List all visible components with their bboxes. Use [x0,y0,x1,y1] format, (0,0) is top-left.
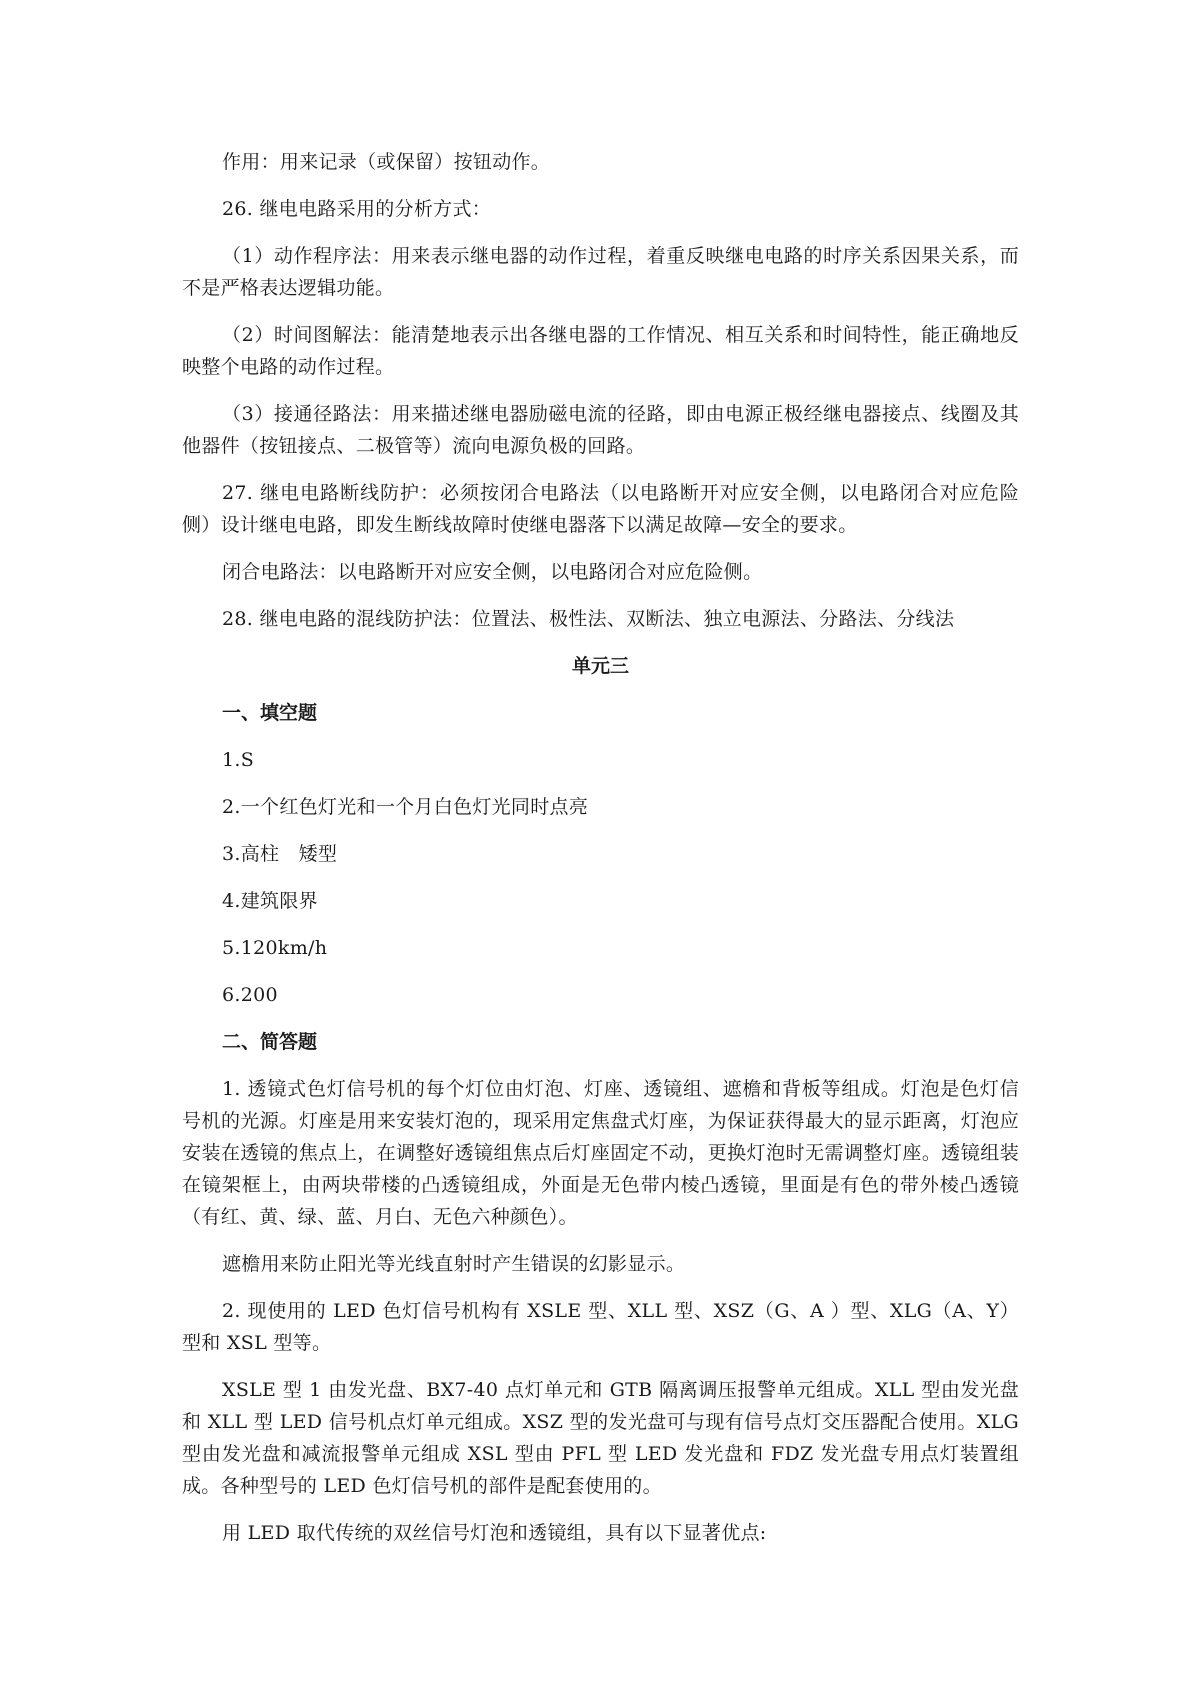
paragraph-method-3: （3）接通径路法：用来描述继电器励磁电流的径路，即由电源正极经继电器接点、线圈及其他器件（按钮接点、二极管等）流向电源负极的回路。 [182,403,1019,457]
answer-paragraph-1: 1. 透镜式色灯信号机的每个灯位由灯泡、灯座、透镜组、遮檐和背板等组成。灯泡是色灯信号机的光源。灯座是用来安装灯泡的，现采用定焦盘式灯座，为保证获得最大的显示距离，灯泡应安装在透镜的焦点上，在调整好透镜组焦点后灯座固定不动，更换灯泡时无需调整灯座。透镜组装在镜架框上，由两块带楼的凸透镜组成，外面是无色带内棱凸透镜，里面是有色的带外棱凸透镜（有红、黄、绿、蓝、月白、无色六种颜色）。 [182,1078,1019,1228]
paragraph-closed-circuit: 闭合电路法：以电路断开对应安全侧，以电路闭合对应危险侧。 [222,561,763,583]
unit-title: 单元三 [571,655,629,677]
fill-answer-2: 2.一个红色灯光和一个月白色灯光同时点亮 [222,796,589,818]
fill-answer-6: 6.200 [222,984,278,1006]
section-title-fill-in: 一、填空题 [222,702,318,724]
answer-paragraph-led-advantages: 用 LED 取代传统的双丝信号灯泡和透镜组，具有以下显著优点: [222,1522,767,1544]
fill-answer-5: 5.120km/h [222,937,328,959]
answer-paragraph-2: 2. 现使用的 LED 色灯信号机构有 XSLE 型、XLL 型、XSZ（G、A ）型、XLG（A、Y）型和 XSL 型等。 [182,1300,1019,1354]
paragraph-method-2: （2）时间图解法：能清楚地表示出各继电器的工作情况、相互关系和时间特性，能正确地反映整个电路的动作过程。 [182,324,1019,378]
paragraph-function: 作用：用来记录（或保留）按钮动作。 [222,151,551,173]
paragraph-method-1: （1）动作程序法：用来表示继电器的动作过程，着重反映继电电路的时序关系因果关系，而不是严格表达逻辑功能。 [182,245,1019,299]
fill-answer-4: 4.建筑限界 [222,890,318,912]
section-title-short-answer: 二、简答题 [222,1031,318,1053]
paragraph-item-28: 28. 继电电路的混线防护法：位置法、极性法、双断法、独立电源法、分路法、分线法 [222,608,955,630]
paragraph-item-27: 27. 继电电路断线防护：必须按闭合电路法（以电路断开对应安全侧，以电路闭合对应危险侧）设计继电电路，即发生断线故障时使继电器落下以满足故障—安全的要求。 [182,482,1019,536]
fill-answer-1: 1.S [222,749,255,771]
paragraph-item-26: 26. 继电电路采用的分析方式： [222,198,492,220]
document-page [182,146,1019,1564]
answer-paragraph-eave: 遮檐用来防止阳光等光线直射时产生错误的幻影显示。 [222,1253,686,1275]
fill-answer-3: 3.高柱 矮型 [222,843,338,865]
answer-paragraph-led-types: XSLE 型 1 由发光盘、BX7-40 点灯单元和 GTB 隔离调压报警单元组成。XLL 型由发光盘和 XLL 型 LED 信号机点灯单元组成。XSZ 型的发光盘可与现有信号点灯交压器配合使用。XLG 型由发光盘和减流报警单元组成 XSL 型由 PFL 型 LED 发光盘和 FDZ 发光盘专用点灯装置组成。各种型号的 LED 色灯信号机的部件是配套使用的。 [182,1379,1019,1497]
